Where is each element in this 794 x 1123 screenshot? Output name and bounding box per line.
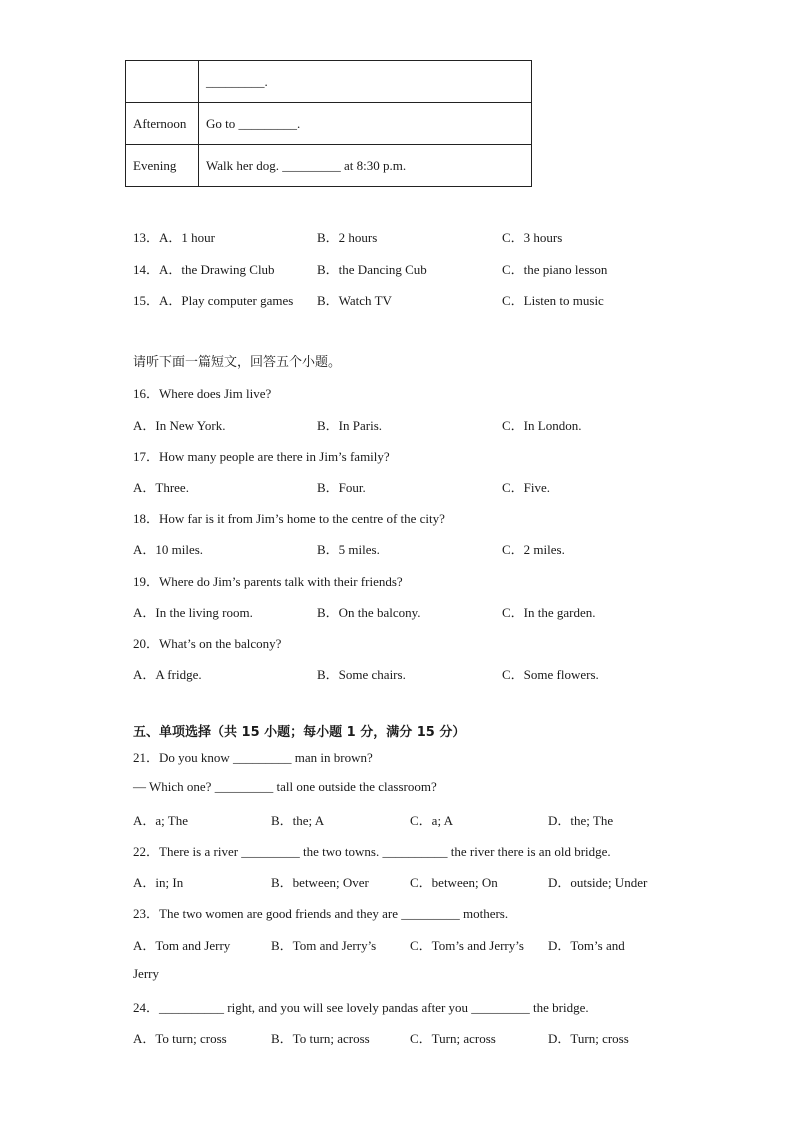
- question-15: [133, 290, 293, 309]
- option-d: D．Turn; cross: [548, 1031, 629, 1046]
- listening-intro: 请听下面一篇短文，回答五个小题。: [133, 355, 342, 370]
- option-a: A．To turn; cross: [133, 1031, 227, 1046]
- option-a: A．Play computer games: [159, 293, 294, 308]
- table-row: [126, 145, 532, 187]
- option-c: C．between; On: [410, 875, 498, 890]
- question-20-stem: 20．What’s on the balcony?: [133, 636, 282, 651]
- option-c: C．a; A: [410, 813, 453, 828]
- option-c: C．Turn; across: [410, 1031, 496, 1046]
- question-23-stem: 23．The two women are good friends and they are _________ mothers.: [133, 906, 509, 921]
- section-heading: 五、单项选择（共 15 小题；每小题 1 分，满分 15 分）: [133, 725, 466, 740]
- option-c: C．3 hours: [502, 230, 563, 245]
- table-cell-content: _________.: [199, 61, 532, 103]
- option-c: C．In London.: [502, 418, 582, 433]
- option-c: C．the piano lesson: [502, 262, 608, 277]
- option-a: A．A fridge.: [133, 667, 202, 682]
- question-21-stem: 21．Do you know _________ man in brown?: [133, 750, 373, 765]
- option-d: D．the; The: [548, 813, 614, 828]
- question-14: [133, 259, 275, 278]
- option-c: C．Tom’s and Jerry’s: [410, 938, 524, 953]
- option-b: B．Watch TV: [317, 293, 392, 308]
- option-c: C．In the garden.: [502, 605, 596, 620]
- option-b: B．2 hours: [317, 230, 378, 245]
- table-cell-content: Go to _________.: [199, 103, 532, 145]
- option-a: A．Tom and Jerry: [133, 938, 231, 953]
- option-b: B．the; A: [271, 813, 325, 828]
- option-a: A．10 miles.: [133, 542, 204, 557]
- option-b: B．between; Over: [271, 875, 369, 890]
- question-number: 15．: [133, 293, 160, 308]
- option-a: A．a; The: [133, 813, 188, 828]
- table-cell-label: [126, 61, 199, 103]
- option-a: A．in; In: [133, 875, 184, 890]
- option-c: C．Five.: [502, 480, 551, 495]
- question-21-dialogue: — Which one? _________ tall one outside the classroom?: [133, 779, 437, 794]
- schedule-table: [125, 60, 532, 187]
- option-d-continued: Jerry: [133, 966, 159, 981]
- table-cell-label: Evening: [126, 145, 199, 187]
- option-b: B．the Dancing Cub: [317, 262, 427, 277]
- option-a: A．Three.: [133, 480, 189, 495]
- option-b: B．5 miles.: [317, 542, 380, 557]
- option-a: A．In New York.: [133, 418, 226, 433]
- option-b: B．Four.: [317, 480, 366, 495]
- question-17-stem: 17．How many people are there in Jim’s family?: [133, 449, 390, 464]
- option-b: B．Some chairs.: [317, 667, 406, 682]
- option-c: C．2 miles.: [502, 542, 565, 557]
- option-c: C．Listen to music: [502, 293, 604, 308]
- table-row: [126, 61, 532, 103]
- question-number: 13．: [133, 230, 160, 245]
- question-13: [133, 227, 215, 246]
- option-b: B．To turn; across: [271, 1031, 370, 1046]
- option-d: D．Tom’s and: [548, 938, 625, 953]
- option-c: C．Some flowers.: [502, 667, 599, 682]
- question-16-stem: 16．Where does Jim live?: [133, 386, 272, 401]
- option-a: A．the Drawing Club: [159, 262, 275, 277]
- question-number: 14．: [133, 262, 160, 277]
- option-b: B．In Paris.: [317, 418, 383, 433]
- question-19-stem: 19．Where do Jim’s parents talk with their friends?: [133, 574, 403, 589]
- option-a: A．In the living room.: [133, 605, 253, 620]
- option-b: B．Tom and Jerry’s: [271, 938, 377, 953]
- option-d: D．outside; Under: [548, 875, 648, 890]
- question-22-stem: 22．There is a river _________ the two towns. __________ the river there is an old bridge.: [133, 844, 611, 859]
- question-24-stem: 24．__________ right, and you will see lovely pandas after you _________ the bridge.: [133, 1000, 589, 1015]
- table-row: [126, 103, 532, 145]
- table-cell-label: Afternoon: [126, 103, 199, 145]
- option-a: A．1 hour: [159, 230, 215, 245]
- question-18-stem: 18．How far is it from Jim’s home to the centre of the city?: [133, 511, 445, 526]
- table-cell-content: Walk her dog. _________ at 8:30 p.m.: [199, 145, 532, 187]
- option-b: B．On the balcony.: [317, 605, 421, 620]
